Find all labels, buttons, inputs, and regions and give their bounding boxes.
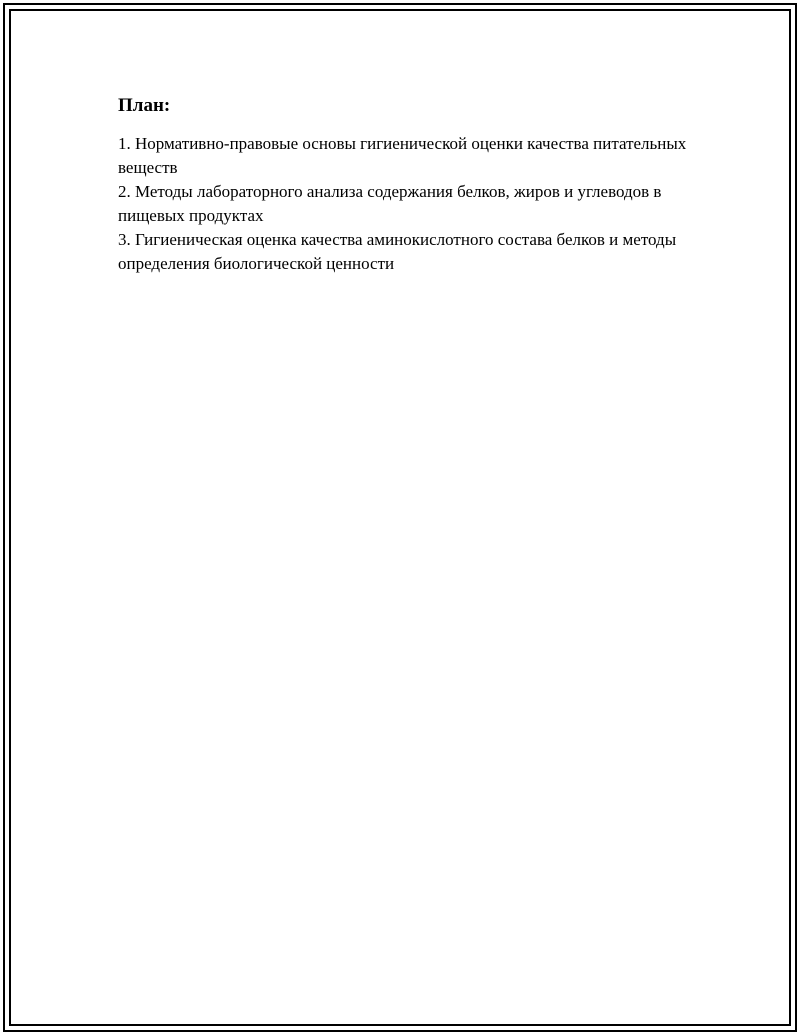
- plan-heading: План:: [118, 95, 171, 116]
- plan-item-3: 3. Гигиеническая оценка качества аминокислотного состава белков и методы определения биологической ценности: [118, 230, 677, 273]
- document-body: [118, 94, 698, 276]
- plan-list: [118, 132, 698, 276]
- plan-item-1: 1. Нормативно-правовые основы гигиенической оценки качества питательных веществ: [118, 134, 687, 177]
- plan-item-2: 2. Методы лабораторного анализа содержания белков, жиров и углеводов в пищевых продуктах: [118, 182, 662, 225]
